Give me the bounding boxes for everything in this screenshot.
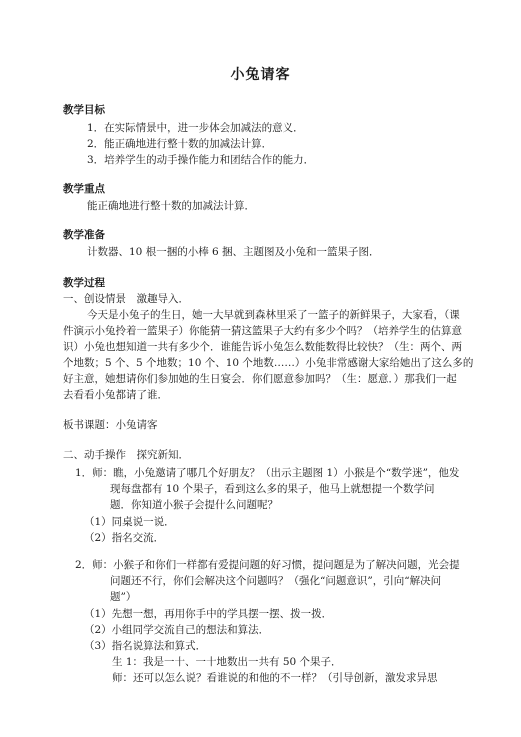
step2-line: 2．师：小猴子和你们一样都有爱提问题的好习惯，提问题是为了解决问题，光会提: [75, 559, 460, 571]
step1-line: 1．师：瞧，小兔邀请了哪几个好朋友？（出示主题图 1）小猴是个“数学迷”，他发: [75, 467, 460, 479]
step1-line: 现每盘都有 10 个果子，看到这么多的果子，他马上就想提一个数学问: [110, 483, 435, 495]
step2-sub: （1）先想一想，再用你手中的学具摆一摆、拨一拨．: [84, 608, 333, 620]
part1-line: 去看看小兔都请了谁．: [63, 389, 168, 401]
step2-line: 问题还不行，你们会解决这个问题吗？（强化“问题意识”，引向“解决问: [110, 575, 442, 587]
step1-sub: （2）指名交流．: [84, 532, 165, 544]
goal-item-3: 3．培养学生的动手操作能力和团结合作的能力．: [87, 154, 315, 166]
part1-line: 个地数；5 个、5 个地数；10 个、10 个地数……）小兔非常感谢大家给她出了这么多的: [63, 357, 474, 369]
goal-item-2: 2．能正确地进行整十数的加减法计算．: [87, 138, 273, 150]
part1-line: 好主意，她想请你们参加她的生日宴会．你们愿意参加吗？（生：愿意．）那我们一起: [63, 373, 457, 385]
step1-line: 题．你知道小猴子会提什么问题呢？: [110, 499, 278, 511]
goal-item-1: 1．在实际情景中，进一步体会加减法的意义．: [87, 122, 304, 134]
preparation-text: 计数器、10 根一捆的小棒 6 捆、主题图及小兔和一篮果子图．: [87, 246, 380, 258]
key-points-text: 能正确地进行整十数的加减法计算．: [87, 200, 255, 212]
document-title: 小兔请客: [230, 67, 291, 83]
board-title: 板书课题：小兔请客: [63, 419, 158, 431]
part1-line: 识）小兔也想知道一共有多少个．谁能告诉小兔怎么数能数得比较快？（生：两个、两: [63, 341, 462, 353]
step2-reply: 生 1：我是一十、一十地数出一共有 50 个果子．: [112, 656, 342, 668]
part1-title: 一、创设情景 激趣导入．: [63, 293, 189, 305]
part1-line: 今天是小兔子的生日，她一大早就到森林里采了一篮子的新鲜果子，大家看，（课: [87, 309, 460, 321]
preparation-heading: 教学准备: [63, 229, 105, 241]
step2-line: 题”）: [110, 591, 137, 603]
part1-line: 件演示小兔拎着一篮果子）你能猜一猜这篮果子大约有多少个吗？（培养学生的估算意: [63, 325, 462, 337]
key-points-heading: 教学重点: [63, 183, 105, 195]
step2-sub: （2）小组同学交流自己的想法和算法．: [84, 624, 270, 636]
goals-heading: 教学目标: [63, 104, 105, 116]
part2-title: 二、动手操作 探究新知．: [63, 449, 189, 461]
step2-reply: 师：还可以怎么说？看谁说的和他的不一样？（引导创新，激发求异思: [112, 672, 438, 684]
process-heading: 教学过程: [63, 277, 105, 289]
step1-sub: （1）同桌说一说．: [84, 516, 175, 528]
step2-sub: （3）指名说算法和算式．: [84, 640, 207, 652]
